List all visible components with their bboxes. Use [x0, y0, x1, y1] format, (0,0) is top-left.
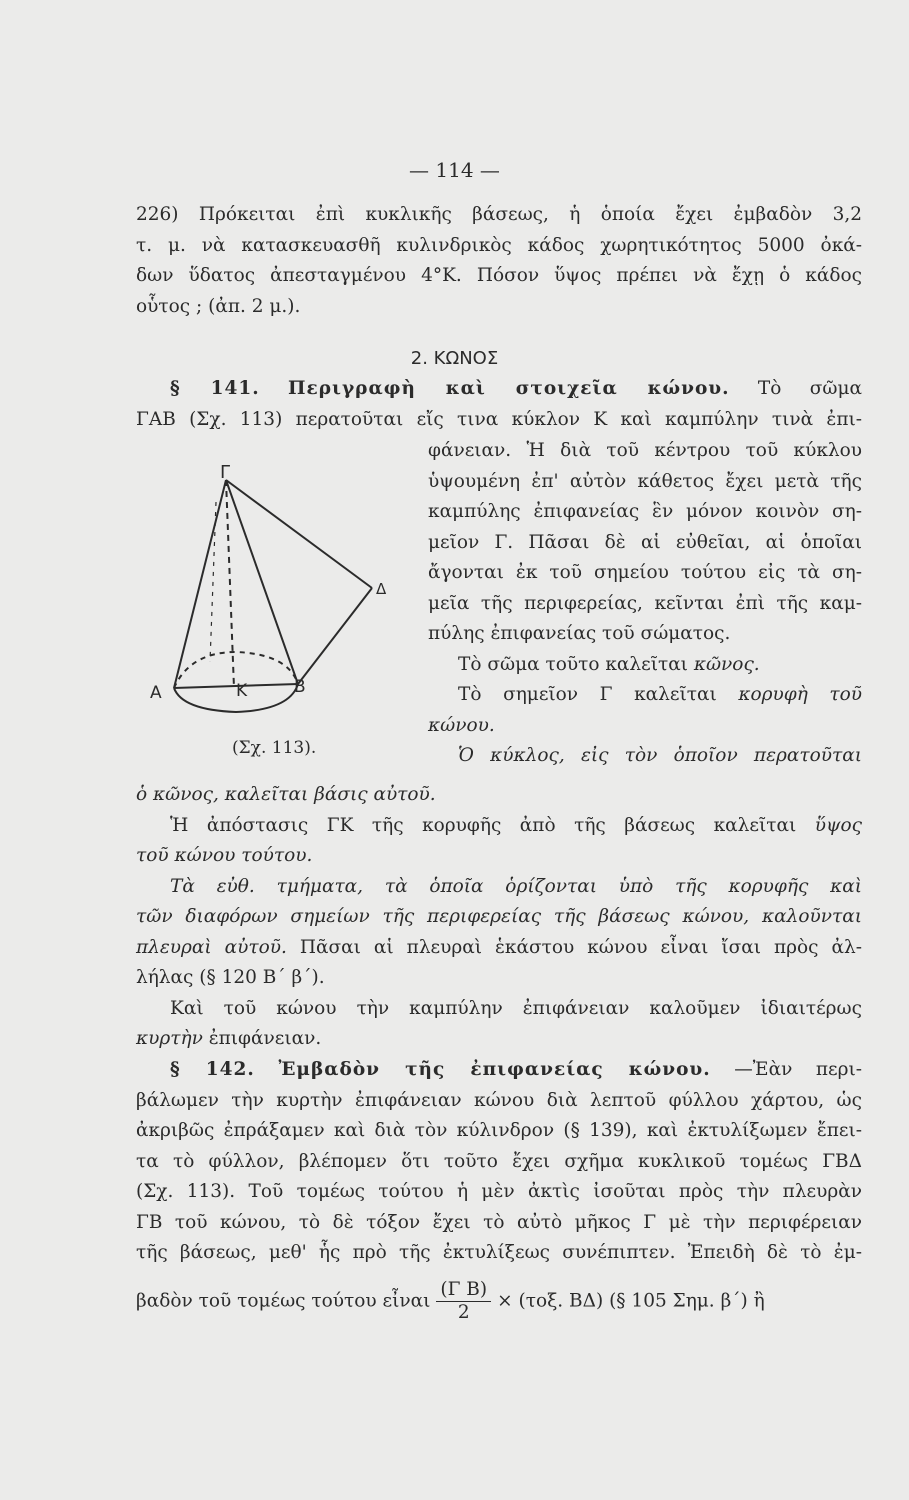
text-line: οὗτος ; (ἀπ. 2 μ.). [136, 295, 301, 317]
text-line [428, 680, 862, 711]
term-koryfi: κορυφὴ τοῦ [738, 684, 863, 705]
text-line: 226) Πρόκειται ἐπὶ κυκλικῆς βάσεως, ἡ ὁποία ἔχει ἐμβαδὸν 3,2 [136, 204, 862, 225]
text-line: καμπύλης ἐπιφανείας ἓν μόνον κοινὸν ση- [428, 501, 862, 522]
figure-caption: (Σχ. 113). [232, 738, 317, 758]
text-line: βάλωμεν τὴν κυρτὴν ἐπιφάνειαν κώνου διὰ λεπτοῦ φύλλου χάρτου, ὡς [136, 1089, 862, 1111]
text-line: Τὰ εὐθ. τμήματα, τὰ ὁποῖα ὁρίζονται ὑπὸ τῆς κορυφῆς καὶ [170, 875, 862, 897]
text-line [136, 933, 862, 964]
term-ypsos: ὕψος [814, 814, 863, 836]
text-line: φάνειαν. Ἡ διὰ τοῦ κέντρου τοῦ κύκλου [428, 440, 862, 461]
text-line [136, 1055, 862, 1086]
text-run: × (τοξ. ΒΔ) (§ 105 Σημ. β΄) ἢ [497, 1290, 765, 1311]
text-run: βαδὸν τοῦ τομέως τούτου εἶναι [136, 1290, 431, 1311]
section-number: § 142. [170, 1059, 255, 1080]
text-line: Καὶ τοῦ κώνου τὴν καμπύλην ἐπιφάνειαν καλοῦμεν ἰδιαιτέρως [170, 997, 862, 1019]
text-run: ἐπιφάνειαν. [208, 1028, 322, 1049]
text-line [136, 374, 862, 405]
text-line: ἄγονται ἐκ τοῦ σημείου τούτου εἰς τὰ ση- [428, 562, 862, 583]
text-line: ὑψουμένη ἐπ' αὐτὸν κάθετος ἔχει μετὰ τῆς [428, 470, 862, 492]
text-line: τῆς βάσεως, μεθ' ἧς πρὸ τῆς ἐκτυλίξεως συνέπιπτεν. Ἐπειδὴ δὲ τὸ ἐμ- [136, 1242, 862, 1263]
term-kyrti: κυρτὴν [136, 1028, 203, 1049]
cone-height [226, 480, 234, 688]
label-left: Α [150, 683, 162, 703]
text-run: Τὸ σῶμα τοῦτο καλεῖται [458, 653, 688, 675]
text-line: μεῖον Γ. Πᾶσαι δὲ αἱ εὐθεῖαι, αἱ ὁποῖαι [428, 531, 862, 553]
section-heading: 2. ΚΩΝΟΣ [410, 348, 499, 369]
text-line: Ὁ κύκλος, εἰς τὸν ὁποῖον περατοῦται [458, 745, 862, 766]
text-line [428, 650, 862, 681]
text-line: τα τὸ φύλλον, βλέπομεν ὅτι τοῦτο ἔχει σχῆμα κυκλικοῦ τομέως ΓΒΔ [136, 1150, 862, 1172]
page-number: — 114 — [409, 158, 500, 182]
paragraph-141-rest [136, 780, 862, 1055]
term-kwnos: κῶνος. [693, 653, 760, 675]
text-line: κώνου. [428, 714, 495, 736]
text-line: μεῖα τῆς περιφερείας, κεῖνται ἐπὶ τῆς καμ- [428, 592, 862, 614]
fraction-numerator: (Γ Β) [436, 1279, 491, 1302]
section-number: § 141. [170, 378, 260, 399]
formula-fraction [436, 1279, 491, 1324]
text-run: Τὸ σῶμα [757, 378, 862, 399]
text-run: Πᾶσαι αἱ πλευραὶ ἑκάστου κώνου εἶναι ἴσαι πρὸς ἀλ- [299, 936, 862, 958]
paragraph-142 [136, 1055, 862, 1324]
label-apex: Γ [220, 462, 231, 483]
text-line: ἀκριβῶς ἐπράξαμεν καὶ διὰ τὸν κύλινδρον (§ 139), καὶ ἐκτυλίξωμεν ἔπει- [136, 1120, 862, 1141]
text-line: ὁ κῶνος, καλεῖται βάσις αὐτοῦ. [136, 784, 436, 805]
cone-side-left [174, 480, 226, 688]
text-line: ΓΑΒ (Σχ. 113) περατοῦται εἴς τινα κύκλον Κ καὶ καμπύλην τινὰ ἐπι- [136, 408, 862, 430]
fraction-denominator: 2 [457, 1301, 470, 1323]
figure-cone [150, 462, 390, 732]
cone-side-right [226, 480, 298, 684]
text-line [136, 811, 862, 842]
term-pleurai: πλευραὶ αὐτοῦ. [136, 936, 287, 958]
text-line: λήλας (§ 120 Β΄ β΄). [136, 967, 325, 988]
text-line [136, 1024, 862, 1055]
label-outer: Δ [376, 580, 387, 598]
text-line: τ. μ. νὰ κατασκευασθῆ κυλινδρικὸς κάδος χωρητικότητος 5000 ὀκά- [136, 234, 862, 256]
section-title: Περιγραφὴ καὶ στοιχεῖα κώνου. [287, 378, 730, 399]
text-run: Τὸ σημεῖον Γ καλεῖται [458, 684, 717, 705]
text-line: ΓΒ τοῦ κώνου, τὸ δὲ τόξον ἔχει τὸ αὐτὸ μῆκος Γ μὲ τὴν περιφέρειαν [136, 1211, 862, 1233]
text-line: τῶν διαφόρων σημείων τῆς περιφερείας τῆς βάσεως κώνου, καλοῦνται [136, 906, 862, 927]
sector-line-top [226, 480, 372, 588]
text-run: Ἡ ἀπόστασις ΓΚ τῆς κορυφῆς ἀπὸ τῆς βάσεως καλεῖται [170, 814, 797, 836]
text-line: τοῦ κώνου τούτου. [136, 845, 313, 866]
cone-diagram [150, 462, 390, 732]
text-line: δων ὕδατος ἀπεσταγμένου 4°Κ. Πόσον ὕψος πρέπει νὰ ἔχῃ ὁ κάδος [136, 265, 862, 286]
paragraph-141-side [428, 436, 862, 772]
text-run: —Ἐὰν περι- [734, 1059, 863, 1080]
text-line: πύλης ἐπιφανείας τοῦ σώματος. [428, 623, 731, 644]
paragraph-141-head [136, 374, 862, 435]
formula-line [136, 1279, 862, 1324]
label-center: Κ [236, 681, 248, 701]
sector-line-bottom [298, 588, 372, 684]
label-right: Β [294, 677, 306, 697]
exercise-226 [136, 200, 862, 322]
text-line: (Σχ. 113). Τοῦ τομέως τούτου ἡ μὲν ἀκτὶς ἰσοῦται πρὸς τὴν πλευρὰν [136, 1181, 862, 1202]
section-title: Ἐμβαδὸν τῆς ἐπιφανείας κώνου. [278, 1059, 711, 1080]
